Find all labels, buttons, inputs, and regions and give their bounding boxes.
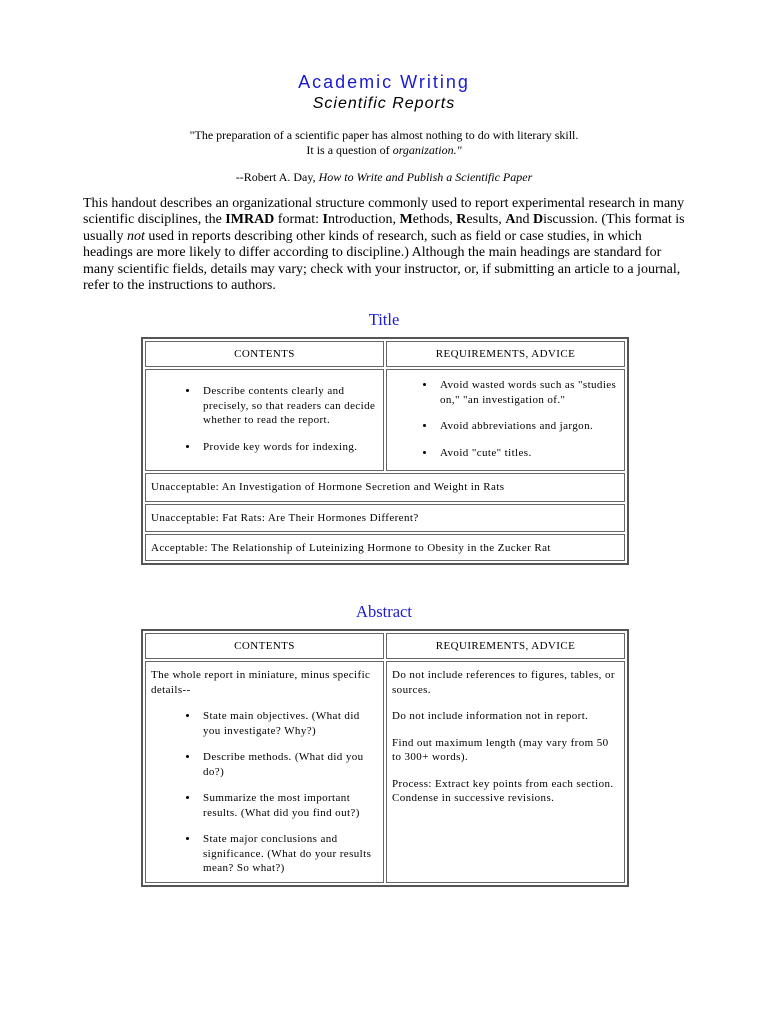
intro-text: iscussion. (This format is usually [83, 212, 685, 244]
title-example-row: Acceptable: The Relationship of Luteinizing Hormone to Obesity in the Zucker Rat [145, 534, 625, 561]
acronym-letter: D [532, 212, 544, 228]
section-heading-title: Title [368, 310, 400, 329]
abstract-contents-intro: The whole report in miniature, minus specific details-- [151, 669, 371, 696]
imrad-term: IMRAD [225, 212, 275, 228]
title-table [141, 337, 629, 565]
quote-line-1: "The preparation of a scientific paper has almost nothing to do with literary skill. [189, 128, 579, 142]
page-title: Academic Writing [298, 72, 470, 92]
attribution-author: --Robert A. Day, [235, 170, 319, 184]
intro-text: format: [274, 212, 323, 228]
acronym-letter: M [399, 212, 413, 228]
advice-item: Do not include references to figures, tables, or sources. [392, 669, 615, 696]
intro-text: This handout describes an organizational structure commonly used to report experimental research in many scientific disciplines, the [83, 196, 685, 228]
title-col-advice-header: REQUIREMENTS, ADVICE [386, 341, 625, 367]
quote-text: It is a question of [306, 143, 393, 157]
advice-item: Do not include information not in report. [392, 710, 589, 722]
intro-text: ntroduction, [327, 212, 400, 228]
list-item: • State major conclusions and significance. (What do your results mean? So what?) [199, 832, 378, 876]
list-item: • Avoid wasted words such as "studies on," "an investigation of." [436, 378, 619, 407]
abstract-col-advice-header: REQUIREMENTS, ADVICE [386, 633, 625, 659]
quote-line-2 [0, 143, 768, 158]
intro-emphasis: not [126, 228, 145, 244]
intro-text: esults, [466, 212, 506, 228]
intro-text: nd [515, 212, 533, 228]
attribution-book: How to Write and Publish a Scientific Paper [318, 170, 533, 184]
acronym-letter: I [322, 212, 328, 228]
title-contents-cell [145, 369, 384, 471]
list-item: • Provide key words for indexing. [199, 440, 378, 455]
page-subtitle: Scientific Reports [312, 95, 456, 112]
section-heading-abstract: Abstract [356, 602, 412, 621]
title-advice-cell [386, 369, 625, 471]
intro-text: ethods, [412, 212, 457, 228]
list-item: • Summarize the most important results. (What did you find out?) [199, 791, 378, 820]
quote-attribution [0, 170, 768, 185]
intro-paragraph [83, 196, 693, 294]
acronym-letter: R [456, 212, 467, 228]
list-item: • Describe contents clearly and precisely, so that readers can decide whether to read the report. [199, 384, 378, 428]
advice-item: Process: Extract key points from each section. Condense in successive revisions. [392, 777, 614, 804]
intro-text: used in reports describing other kinds of research, such as field or case studies, in which headings are more likely to differ according to discipline.) Although the main headings are standard for many scientific fields, details may vary; check with your instructor, or, if submitting an article to a journal, refer to the instructions to authors. [83, 228, 681, 294]
quote-emphasis: organization." [392, 143, 462, 157]
list-item: • Describe methods. (What did you do?) [199, 750, 378, 779]
title-col-contents-header: CONTENTS [145, 341, 384, 367]
abstract-contents-cell [145, 661, 384, 883]
abstract-col-contents-header: CONTENTS [145, 633, 384, 659]
title-example-row: Unacceptable: An Investigation of Hormone Secretion and Weight in Rats [145, 473, 625, 502]
list-item: • State main objectives. (What did you investigate? Why?) [199, 709, 378, 738]
list-item: • Avoid "cute" titles. [436, 446, 619, 461]
abstract-advice-cell [386, 661, 625, 883]
advice-item: Find out maximum length (may vary from 50 to 300+ words). [392, 736, 609, 763]
title-example-row: Unacceptable: Fat Rats: Are Their Hormones Different? [145, 504, 625, 533]
abstract-table [141, 629, 629, 887]
acronym-letter: A [505, 212, 516, 228]
list-item: • Avoid abbreviations and jargon. [436, 419, 619, 434]
